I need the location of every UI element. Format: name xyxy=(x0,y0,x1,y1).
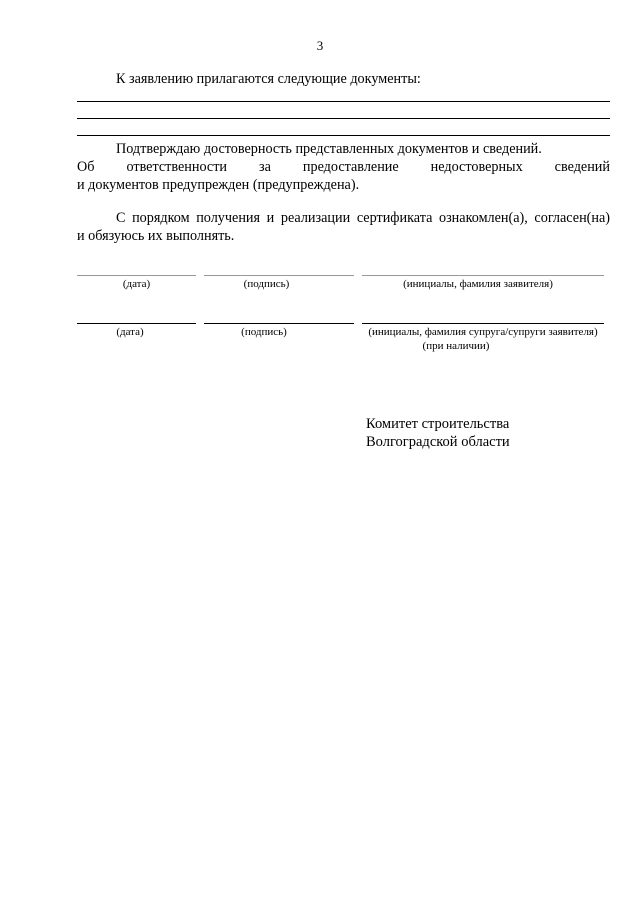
date-caption-1: (дата) xyxy=(122,278,151,290)
attachment-line-3 xyxy=(77,135,610,136)
date-line-1 xyxy=(77,275,196,276)
date-line-2 xyxy=(77,323,196,324)
name-caption-2: (инициалы, фамилия супруга/супруги заявителя) xyxy=(368,326,598,338)
attachments-intro: К заявлению прилагаются следующие документы: xyxy=(116,71,421,87)
recipient-line-2: Волгоградской области xyxy=(366,434,510,450)
signature-caption-2: (подпись) xyxy=(241,326,287,338)
procedure-statement-line-2: и обязуюсь их выполнять. xyxy=(77,228,235,244)
signature-caption-1: (подпись) xyxy=(243,278,290,290)
page-number: 3 xyxy=(316,38,324,53)
confirm-statement: Подтверждаю достоверность представленных документов и сведений. xyxy=(116,141,542,157)
attachment-line-1 xyxy=(77,101,610,102)
procedure-statement-line-1: С порядком получения и реализации сертификата ознакомлен(а), согласен(на) xyxy=(116,210,610,226)
name-line-2 xyxy=(362,323,604,324)
signature-line-2 xyxy=(204,323,354,324)
signature-line-1 xyxy=(204,275,354,276)
date-caption-2: (дата) xyxy=(116,326,144,338)
attachment-line-2 xyxy=(77,118,610,119)
liability-statement-line-2: и документов предупрежден (предупреждена). xyxy=(77,177,360,193)
recipient-line-1: Комитет строительства xyxy=(366,416,510,432)
name-caption-2-note: (при наличии) xyxy=(422,340,490,352)
name-line-1 xyxy=(362,275,604,276)
name-caption-1: (инициалы, фамилия заявителя) xyxy=(403,278,553,290)
liability-statement-line-1: Об ответственности за предоставление недостоверных сведений xyxy=(77,159,610,175)
